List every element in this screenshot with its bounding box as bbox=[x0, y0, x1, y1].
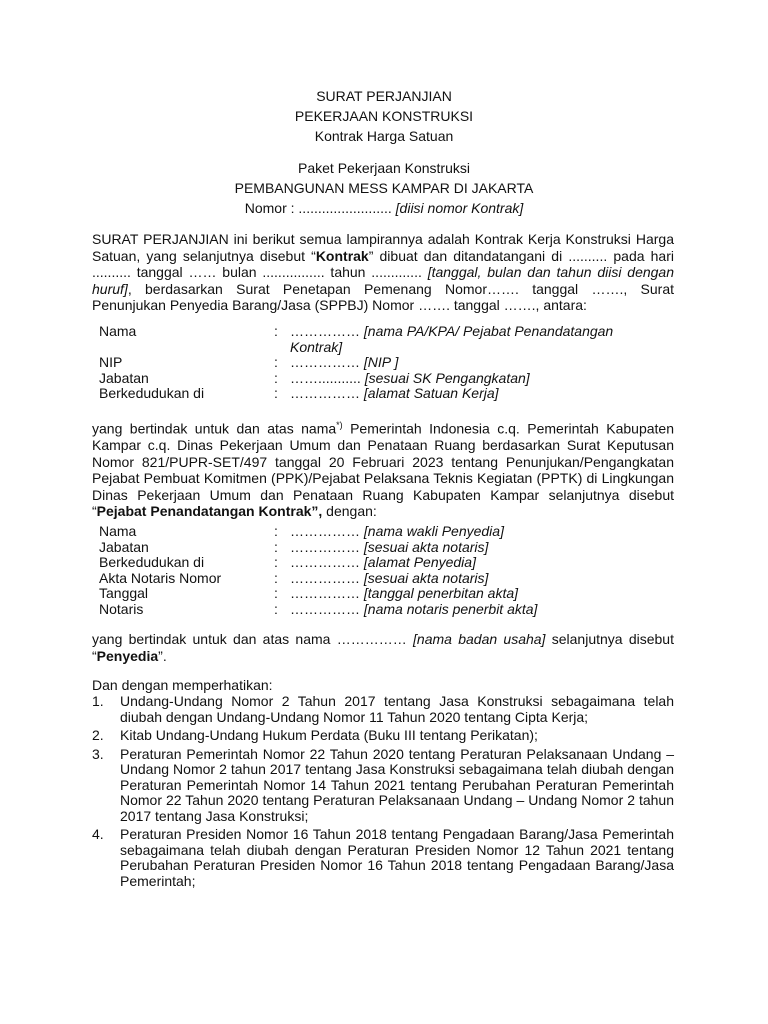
title-block bbox=[0, 86, 768, 146]
nomor-hint: [diisi nomor Kontrak] bbox=[395, 200, 524, 216]
nomor-label: Nomor : ........................ bbox=[244, 200, 392, 216]
list-text: Kitab Undang-Undang Hukum Perdata (Buku III tentang Perikatan); bbox=[120, 727, 538, 743]
pihak1-field-label: Nama bbox=[99, 323, 137, 339]
placeholder-dots: …………… bbox=[290, 385, 364, 401]
paket-block bbox=[0, 158, 768, 218]
pihak2-field-value bbox=[290, 571, 659, 587]
pihak2-desc-text-3: ”. bbox=[158, 647, 167, 664]
placeholder-hint: [sesuai akta notaris] bbox=[363, 569, 489, 586]
pihak2-field-label: Akta Notaris Nomor bbox=[99, 569, 222, 586]
pihak2-row bbox=[99, 540, 659, 556]
pihak2-description bbox=[92, 631, 674, 664]
list-item bbox=[92, 694, 674, 725]
colon-separator: : bbox=[274, 585, 278, 601]
placeholder-hint: [sesuai akta notaris] bbox=[363, 538, 489, 555]
pihak1-description bbox=[92, 417, 674, 520]
placeholder-dots: …………… bbox=[290, 323, 364, 339]
document-subtitle: PEKERJAAN KONSTRUKSI bbox=[294, 108, 474, 124]
colon-separator: : bbox=[274, 354, 278, 370]
pihak1-field-label: Jabatan bbox=[99, 369, 149, 386]
pihak1-row bbox=[99, 371, 659, 387]
pihak1-field-value bbox=[290, 324, 659, 355]
colon-separator: : bbox=[274, 323, 278, 339]
list-item bbox=[92, 827, 674, 889]
pihak1-desc-text-3: dengan: bbox=[322, 503, 377, 520]
pihak1-row bbox=[99, 386, 659, 402]
pihak1-row bbox=[99, 355, 659, 371]
memperhatikan-list bbox=[92, 694, 674, 892]
placeholder-dots: …………… bbox=[290, 538, 364, 555]
pihak1-field-value bbox=[290, 371, 659, 387]
pihak2-desc-text-1: yang bertindak untuk dan atas nama …………… bbox=[92, 631, 414, 647]
pihak2-row bbox=[99, 555, 659, 571]
paket-label: Paket Pekerjaan Konstruksi bbox=[298, 160, 470, 176]
pihak1-fields bbox=[99, 324, 659, 402]
placeholder-dots: ……........... bbox=[290, 369, 365, 386]
list-item bbox=[92, 747, 674, 825]
list-number: 3. bbox=[92, 745, 104, 762]
placeholder-dots: …………… bbox=[290, 523, 364, 539]
intro-text-3: , berdasarkan Surat Penetapan Pemenang Nomor……. tanggal ……., Surat Penunjukan Penyedia Barang/Jasa (SPPBJ) Nomor ……. tanggal ……., antara: bbox=[92, 280, 674, 313]
colon-separator: : bbox=[274, 538, 278, 555]
list-number: 1. bbox=[92, 693, 104, 709]
colon-separator: : bbox=[274, 369, 278, 386]
paket-name: PEMBANGUNAN MESS KAMPAR DI JAKARTA bbox=[234, 180, 534, 196]
list-text: Peraturan Presiden Nomor 16 Tahun 2018 tentang Pengadaan Barang/Jasa Pemerintah sebagaimana telah diubah dengan Peraturan Presiden Nomor 12 Tahun 2021 tentang Perubahan Peraturan Presiden Nomor 16 Tahun 2018 tentang Pengadaan Barang/Jasa Pemerintah; bbox=[120, 826, 674, 889]
pihak2-field-label: Tanggal bbox=[99, 585, 149, 601]
placeholder-hint: [alamat Penyedia] bbox=[363, 554, 476, 570]
intro-text-2: ” dibuat dan ditandatangani di .......... pada hari .......... tanggal …… bulan ................ tahun ............. bbox=[92, 247, 674, 280]
intro-paragraph bbox=[92, 231, 674, 314]
nomor-line bbox=[0, 198, 768, 218]
list-text: Undang-Undang Nomor 2 Tahun 2017 tentang Jasa Konstruksi sebagaimana telah diubah dengan Undang-Undang Nomor 11 Tahun 2020 tentang Cipta Kerja; bbox=[120, 693, 674, 725]
placeholder-hint: [nama wakli Penyedia] bbox=[363, 523, 504, 539]
footnote-marker: *) bbox=[336, 420, 343, 430]
pihak2-field-value bbox=[290, 555, 659, 571]
placeholder-hint: [NIP ] bbox=[363, 354, 399, 370]
placeholder-dots: …………… bbox=[290, 354, 364, 370]
pihak2-field-value bbox=[290, 540, 659, 556]
pihak1-desc-text-1: yang bertindak untuk dan atas nama bbox=[92, 420, 337, 437]
placeholder-hint: [alamat Satuan Kerja] bbox=[363, 385, 499, 401]
pihak2-field-value bbox=[290, 602, 659, 618]
placeholder-dots: …………… bbox=[290, 569, 364, 586]
placeholder-hint: [nama PA/KPA/ Pejabat Penandatangan Kontrak] bbox=[290, 323, 614, 355]
pihak2-row bbox=[99, 586, 659, 602]
pihak1-desc-text-2: Pemerintah Indonesia c.q. Pemerintah Kabupaten Kampar c.q. Dinas Pekerjaan Umum dan Penataan Ruang berdasarkan Surat Keputusan Nomor 821/PUPR-SET/497 tanggal 20 Februari 2023 tentang Penunjukan/Pengangkatan Pejabat Pembuat Komitmen (PPK)/Pejabat Pelaksana Teknis Kegiatan (PPTK) di Lingkungan Dinas Pekerjaan Umum dan Penataan Ruang Kabupaten Kampar selanjutnya disebut “ bbox=[92, 420, 674, 520]
pihak2-field-value bbox=[290, 524, 659, 540]
placeholder-hint: [nama notaris penerbit akta] bbox=[363, 600, 538, 617]
pihak2-field-label: Nama bbox=[99, 523, 137, 539]
pihak1-field-label: Berkedudukan di bbox=[99, 385, 205, 401]
pihak1-field-value bbox=[290, 355, 659, 371]
pihak1-term: Pejabat Penandatangan Kontrak”, bbox=[96, 503, 323, 520]
pihak2-field-label: Notaris bbox=[99, 600, 144, 617]
placeholder-dots: …………… bbox=[290, 585, 364, 601]
list-number: 2. bbox=[92, 727, 104, 743]
colon-separator: : bbox=[274, 569, 278, 586]
penyedia-term: Penyedia bbox=[96, 647, 159, 664]
pihak2-field-label: Jabatan bbox=[99, 538, 149, 555]
placeholder-hint: [tanggal penerbitan akta] bbox=[363, 585, 519, 601]
list-text: Peraturan Pemerintah Nomor 22 Tahun 2020 tentang Peraturan Pelaksanaan Undang – Undang Nomor 2 tahun 2017 tentang Jasa Konstruksi sebagaimana telah diubah dengan Peraturan Pemerintah Nomor 14 Tahun 2021 tentang Perubahan Peraturan Pemerintah Nomor 22 Tahun 2020 tentang Peraturan Pelaksanaan Undang – Undang Nomor 2 tahun 2017 tentang Jasa Konstruksi; bbox=[120, 745, 674, 824]
pihak2-field-value bbox=[290, 586, 659, 602]
list-number: 4. bbox=[92, 826, 104, 842]
kontrak-term: Kontrak bbox=[315, 247, 369, 264]
colon-separator: : bbox=[274, 385, 278, 401]
intro-text-1: SURAT PERJANJIAN ini berikut semua lampirannya adalah Kontrak Kerja Konstruksi Harga Satuan, yang selanjutnya disebut “ bbox=[92, 231, 674, 264]
colon-separator: : bbox=[274, 600, 278, 617]
pihak2-fields bbox=[99, 524, 659, 617]
pihak1-field-value bbox=[290, 386, 659, 402]
placeholder-hint: [sesuai SK Pengangkatan] bbox=[364, 369, 530, 386]
pihak2-field-label: Berkedudukan di bbox=[99, 554, 205, 570]
badan-usaha-hint: [nama badan usaha] bbox=[413, 631, 546, 647]
colon-separator: : bbox=[274, 554, 278, 570]
pihak2-row bbox=[99, 524, 659, 540]
pihak1-row bbox=[99, 324, 659, 355]
placeholder-dots: …………… bbox=[290, 600, 364, 617]
intro-date-hint: [tanggal, bulan dan tahun diisi dengan huruf] bbox=[92, 264, 674, 297]
pihak2-row bbox=[99, 602, 659, 618]
pihak1-field-label: NIP bbox=[99, 354, 123, 370]
document-title: SURAT PERJANJIAN bbox=[316, 88, 452, 104]
pihak2-row bbox=[99, 571, 659, 587]
pihak2-desc-text-2: selanjutnya disebut “ bbox=[92, 631, 674, 664]
placeholder-dots: …………… bbox=[290, 554, 364, 570]
list-item bbox=[92, 728, 674, 744]
memperhatikan-heading: Dan dengan memperhatikan: bbox=[92, 677, 273, 693]
contract-type: Kontrak Harga Satuan bbox=[314, 128, 454, 144]
colon-separator: : bbox=[274, 523, 278, 539]
